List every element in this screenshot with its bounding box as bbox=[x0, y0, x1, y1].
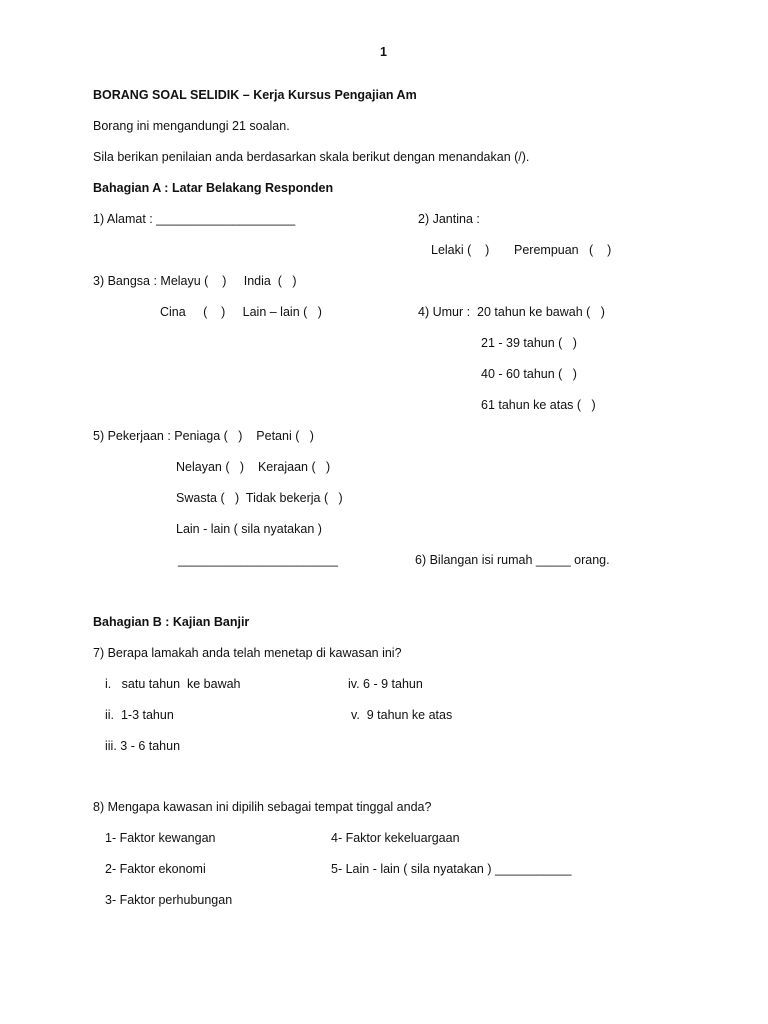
q2-option-male[interactable]: Lelaki ( ) bbox=[431, 243, 490, 257]
q5-other-blank[interactable]: _______________________ bbox=[178, 553, 338, 567]
q5-line-2[interactable]: Nelayan ( ) Kerajaan ( ) bbox=[176, 460, 331, 474]
q3-race-line2[interactable]: Cina ( ) Lain – lain ( ) bbox=[160, 305, 322, 319]
q8-option-5[interactable]: 5- Lain - lain ( sila nyatakan ) ___________ bbox=[331, 862, 572, 876]
q8-option-4[interactable]: 4- Faktor kekeluargaan bbox=[331, 831, 460, 845]
q1-address[interactable]: 1) Alamat : ____________________ bbox=[93, 212, 296, 226]
q7-option-iv[interactable]: iv. 6 - 9 tahun bbox=[348, 677, 423, 691]
q7-option-i[interactable]: i. satu tahun ke bawah bbox=[105, 677, 241, 691]
section-b-heading: Bahagian B : Kajian Banjir bbox=[93, 615, 250, 629]
q7-question: 7) Berapa lamakah anda telah menetap di kawasan ini? bbox=[93, 646, 402, 660]
q4-option-40-60[interactable]: 40 - 60 tahun ( ) bbox=[481, 367, 577, 381]
q3-race[interactable]: 3) Bangsa : Melayu ( ) India ( ) bbox=[93, 274, 297, 288]
q7-option-iii[interactable]: iii. 3 - 6 tahun bbox=[105, 739, 181, 753]
q8-option-1[interactable]: 1- Faktor kewangan bbox=[105, 831, 216, 845]
q6-household[interactable]: 6) Bilangan isi rumah _____ orang. bbox=[415, 553, 610, 567]
intro-instructions: Sila berikan penilaian anda berdasarkan skala berikut dengan menandakan (/). bbox=[93, 150, 530, 164]
q4-option-61-up[interactable]: 61 tahun ke atas ( ) bbox=[481, 398, 596, 412]
q2-option-female[interactable]: Perempuan ( ) bbox=[514, 243, 612, 257]
q8-option-3[interactable]: 3- Faktor perhubungan bbox=[105, 893, 233, 907]
q7-option-ii[interactable]: ii. 1-3 tahun bbox=[105, 708, 174, 722]
q2-gender: 2) Jantina : bbox=[418, 212, 480, 226]
page-number: 1 bbox=[380, 45, 387, 59]
q5-line-4: Lain - lain ( sila nyatakan ) bbox=[176, 522, 322, 536]
q5-occupation[interactable]: 5) Pekerjaan : Peniaga ( ) Petani ( ) bbox=[93, 429, 314, 443]
form-title: BORANG SOAL SELIDIK – Kerja Kursus Pengajian Am bbox=[93, 88, 417, 102]
q4-age[interactable]: 4) Umur : 20 tahun ke bawah ( ) bbox=[418, 305, 605, 319]
q7-option-v[interactable]: v. 9 tahun ke atas bbox=[351, 708, 453, 722]
q5-line-3[interactable]: Swasta ( ) Tidak bekerja ( ) bbox=[176, 491, 343, 505]
q4-option-21-39[interactable]: 21 - 39 tahun ( ) bbox=[481, 336, 577, 350]
section-a-heading: Bahagian A : Latar Belakang Responden bbox=[93, 181, 334, 195]
intro-question-count: Borang ini mengandungi 21 soalan. bbox=[93, 119, 290, 133]
q8-question: 8) Mengapa kawasan ini dipilih sebagai tempat tinggal anda? bbox=[93, 800, 432, 814]
q8-option-2[interactable]: 2- Faktor ekonomi bbox=[105, 862, 206, 876]
